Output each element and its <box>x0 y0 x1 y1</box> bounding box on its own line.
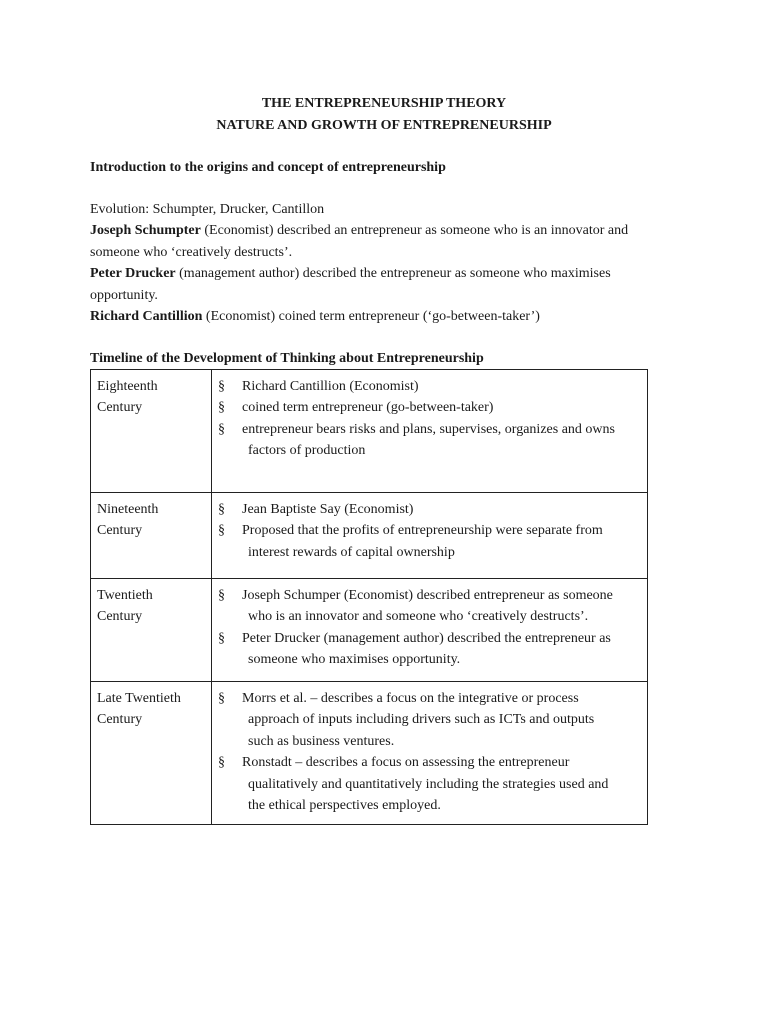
section-bullet-icon: § <box>218 588 225 603</box>
person-name: Joseph Schumpter <box>90 223 201 239</box>
era-label: Twentieth <box>97 588 153 603</box>
bullet-text: Richard Cantillion (Economist) <box>242 379 419 394</box>
person-name: Richard Cantillion <box>90 309 203 325</box>
list-item <box>218 376 641 397</box>
section-bullet-icon: § <box>218 630 225 646</box>
list-item <box>218 585 641 628</box>
list-item <box>218 752 641 816</box>
bullet-list <box>218 585 641 671</box>
list-item <box>218 688 641 752</box>
era-label: Century <box>97 523 143 539</box>
era-cell <box>91 682 212 825</box>
era-label: Nineteenth <box>97 502 159 517</box>
list-item <box>218 397 641 418</box>
points-cell <box>212 682 648 825</box>
evolution-line: Evolution: Schumpter, Drucker, Cantillon <box>90 202 325 217</box>
bullet-text-cont: factors of production <box>248 443 366 459</box>
points-cell <box>212 493 648 579</box>
person-text: (Economist) coined term entrepreneur (‘go-between-taker’) <box>202 309 540 325</box>
era-cell <box>91 370 212 493</box>
era-label: Late Twentieth <box>97 691 181 706</box>
table-row <box>91 682 648 825</box>
era-label: Eighteenth <box>97 379 158 394</box>
bullet-text: Morrs et al. – describes a focus on the integrative or process <box>242 691 579 706</box>
section-bullet-icon: § <box>218 379 225 394</box>
bullet-list <box>218 688 641 816</box>
section-bullet-icon: § <box>218 400 225 416</box>
points-cell <box>212 579 648 682</box>
person-paragraph <box>90 220 690 263</box>
bullet-text-cont: such as business ventures. <box>248 733 395 749</box>
intro-heading: Introduction to the origins and concept of entrepreneurship <box>90 160 446 175</box>
bullet-text: Ronstadt – describes a focus on assessing the entrepreneur <box>242 755 570 771</box>
era-label: Century <box>97 609 143 625</box>
person-paragraph <box>90 263 690 306</box>
section-bullet-icon: § <box>218 523 225 539</box>
title-line-1: THE ENTREPRENEURSHIP THEORY <box>261 96 507 111</box>
list-item <box>218 499 641 520</box>
bullet-list <box>218 499 641 563</box>
list-item <box>218 628 641 671</box>
timeline-table <box>90 369 648 825</box>
section-bullet-icon: § <box>218 502 225 517</box>
bullet-text: Proposed that the profits of entrepreneurship were separate from <box>242 523 603 539</box>
era-label: Century <box>97 400 143 416</box>
table-row <box>91 579 648 682</box>
bullet-text-cont: interest rewards of capital ownership <box>248 544 455 560</box>
bullet-text-cont: qualitatively and quantitatively including the strategies used and <box>248 776 609 792</box>
bullet-text: Jean Baptiste Say (Economist) <box>242 502 414 517</box>
person-text-cont: opportunity. <box>90 287 158 303</box>
list-item <box>218 520 641 563</box>
bullet-text-cont: the ethical perspectives employed. <box>248 798 441 814</box>
person-name: Peter Drucker <box>90 266 176 282</box>
section-bullet-icon: § <box>218 755 225 771</box>
title-line-2: NATURE AND GROWTH OF ENTREPRENEURSHIP <box>216 118 552 133</box>
section-bullet-icon: § <box>218 421 225 437</box>
timeline-heading: Timeline of the Development of Thinking about Entrepreneurship <box>90 351 484 366</box>
era-label: Century <box>97 712 143 728</box>
list-item <box>218 419 641 462</box>
era-cell <box>91 579 212 682</box>
table-row <box>91 493 648 579</box>
bullet-text: Peter Drucker (management author) described the entrepreneur as <box>242 630 611 646</box>
table-row <box>91 370 648 493</box>
document-title <box>0 93 768 137</box>
bullet-text-cont: someone who maximises opportunity. <box>248 652 461 668</box>
bullet-text: Joseph Schumper (Economist) described entrepreneur as someone <box>242 588 613 603</box>
person-paragraph <box>90 306 690 327</box>
bullet-text: coined term entrepreneur (go-between-taker) <box>242 400 494 416</box>
bullet-text-cont: approach of inputs including drivers such as ICTs and outputs <box>248 712 595 728</box>
bullet-list <box>218 376 641 462</box>
person-text-cont: someone who ‘creatively destructs’. <box>90 244 293 260</box>
person-text: (Economist) described an entrepreneur as someone who is an innovator and <box>200 223 629 239</box>
section-bullet-icon: § <box>218 691 225 706</box>
person-text: (management author) described the entrepreneur as someone who maximises <box>175 266 611 282</box>
era-cell <box>91 493 212 579</box>
bullet-text: entrepreneur bears risks and plans, supervises, organizes and owns <box>242 421 615 437</box>
points-cell <box>212 370 648 493</box>
bullet-text-cont: who is an innovator and someone who ‘creatively destructs’. <box>248 609 589 625</box>
evolution-section <box>90 199 690 327</box>
